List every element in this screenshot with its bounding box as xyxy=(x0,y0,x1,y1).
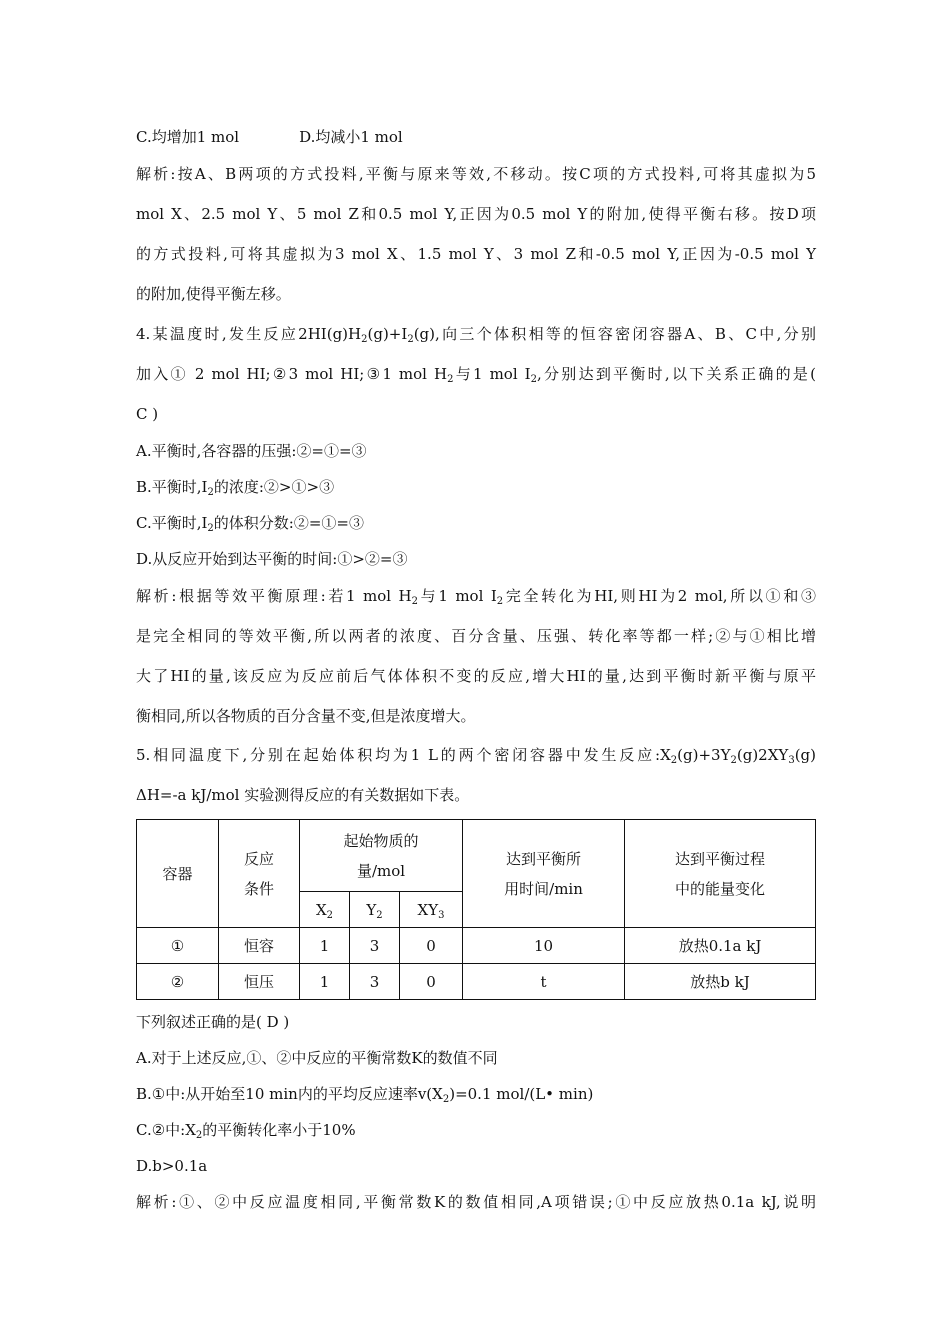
explanation-line: 解析:①、②中反应温度相同,平衡常数K的数值相同,A项错误;①中反应放热0.1a kJ,说明 xyxy=(136,1193,816,1211)
data-table xyxy=(136,819,816,1000)
header-time: 达到平衡所 用时间/min xyxy=(463,820,625,928)
question-4-option-a: A.平衡时,各容器的压强:②=①=③ xyxy=(136,442,367,460)
option-c: C.均增加1 mol xyxy=(136,128,240,146)
table-header-row xyxy=(137,820,816,892)
question-5-stem: ΔH=-a kJ/mol 实验测得反应的有关数据如下表。 xyxy=(136,786,470,804)
question-5-option-a: A.对于上述反应,①、②中反应的平衡常数K的数值不同 xyxy=(136,1049,498,1067)
header-start-amount: 起始物质的 量/mol xyxy=(300,820,463,892)
explanation-line: 是完全相同的等效平衡,所以两者的浓度、百分含量、压强、转化率等都一样;②与①相比增 xyxy=(136,627,816,645)
question-5-prompt: 下列叙述正确的是( D ) xyxy=(136,1013,290,1031)
question-4-option-c: C.平衡时$,I_2$的体积分数:②=①=③ xyxy=(136,514,364,534)
question-4-stem: 加入① 2 mol HI;②3 mol HI;③1 mol $H_2$与1 mol $I_2$,分别达到平衡时,以下关系正确的是( xyxy=(136,365,817,385)
question-4-option-b: B.平衡时$,I_2$的浓度:②>①>③ xyxy=(136,478,335,498)
explanation-line: 衡相同,所以各物质的百分含量不变,但是浓度增大。 xyxy=(136,707,476,725)
explanation-line: 解析:根据等效平衡原理:若1 mol $H_2$与1 mol $I_2$完全转化为HI,则HI为2 mol,所以①和③ xyxy=(136,587,816,607)
question-4-option-d: D.从反应开始到达平衡的时间:①>②=③ xyxy=(136,550,408,568)
header-energy: 达到平衡过程 中的能量变化 xyxy=(625,820,816,928)
header-condition: 反应 条件 xyxy=(219,820,300,928)
question-5-option-b: B.①中:从开始至10 min内的平均反应速率$v(X_2)=0.1$ mol/(L• min) xyxy=(136,1085,594,1105)
header-y2: $Y_2$ xyxy=(350,892,400,928)
question-4-stem: 4.某温度时,发生反应$2HI(g)H_2(g)+I_2(g)$,向三个体积相等的恒容密闭容器A、B、C中,分别 xyxy=(136,325,816,345)
explanation-line: mol X、2.5 mol Y、5 mol Z和0.5 mol Y,正因为0.5 mol Y的附加,使得平衡右移。按D项 xyxy=(136,205,816,223)
question-5-option-d: D.b>0.1a xyxy=(136,1157,208,1175)
explanation-line: 的附加,使得平衡左移。 xyxy=(136,285,291,303)
header-container: 容器 xyxy=(137,820,219,928)
explanation-line: 的方式投料,可将其虚拟为3 mol X、1.5 mol Y、3 mol Z和-0.5 mol Y,正因为-0.5 mol Y xyxy=(136,245,816,263)
explanation-line: 解析:按A、B两项的方式投料,平衡与原来等效,不移动。按C项的方式投料,可将其虚拟为5 xyxy=(136,165,816,183)
option-line-cd xyxy=(136,127,816,147)
option-d: D.均减小1 mol xyxy=(299,128,403,146)
question-5-stem: 5.相同温度下,分别在起始体积均为1 L的两个密闭容器中发生反应$:X_2(g)+3Y_2(g)2XY_3(g)$ xyxy=(136,746,816,766)
explanation-line: 大了HI的量,该反应为反应前后气体体积不变的反应,增大HI的量,达到平衡时新平衡与原平 xyxy=(136,667,816,685)
header-x2: $X_2$ xyxy=(300,892,350,928)
header-xy3: $XY_3$ xyxy=(400,892,463,928)
table-row: ① 恒容 1 3 0 10 放热0.1a kJ xyxy=(137,928,816,964)
question-5-option-c: C.②中$:X_2$的平衡转化率小于10% xyxy=(136,1121,356,1141)
table-row: ② 恒压 1 3 0 t 放热b kJ xyxy=(137,964,816,1000)
question-4-answer: C ) xyxy=(136,405,159,423)
